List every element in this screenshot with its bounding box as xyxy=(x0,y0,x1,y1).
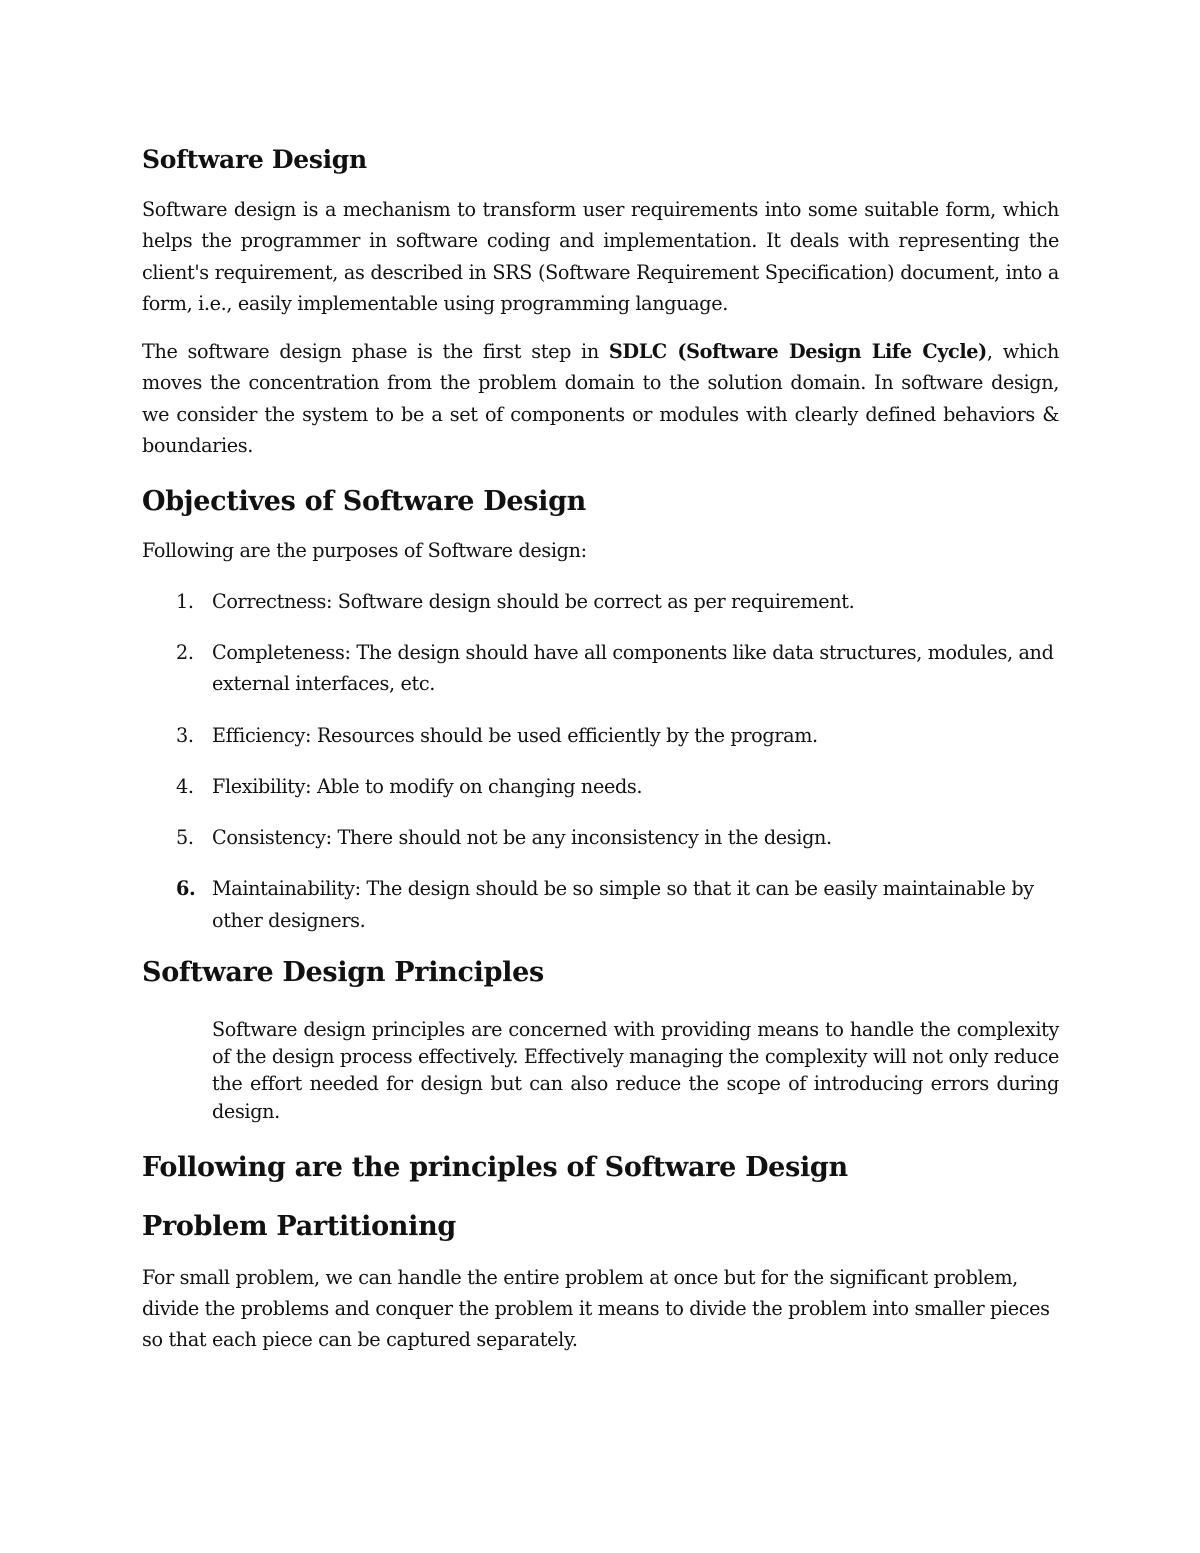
objectives-heading: Objectives of Software Design xyxy=(142,486,586,518)
objectives-lead: Following are the purposes of Software design: xyxy=(142,539,587,563)
intro-paragraph-2 xyxy=(142,336,1059,461)
list-item-text: Correctness: Software design should be correct as per requirement. xyxy=(212,589,855,613)
list-item xyxy=(142,771,1059,802)
principles-heading: Software Design Principles xyxy=(142,957,544,989)
list-item-text: Flexibility: Able to modify on changing needs. xyxy=(212,774,643,798)
document-page xyxy=(142,140,1059,1356)
intro-paragraph-2-before: The software design phase is the first step in xyxy=(142,340,609,364)
partitioning-heading: Problem Partitioning xyxy=(142,1210,456,1242)
following-principles-heading: Following are the principles of Software Design xyxy=(142,1151,848,1183)
list-item-number: 4. xyxy=(176,774,194,798)
list-item xyxy=(142,822,1059,853)
list-item-number: 6. xyxy=(176,877,196,901)
list-item xyxy=(142,720,1059,751)
list-item xyxy=(142,586,1059,617)
list-item-text: Efficiency: Resources should be used efficiently by the program. xyxy=(212,723,818,747)
list-item-text: Maintainability: The design should be so simple so that it can be easily maintainable by other designers. xyxy=(212,877,1034,932)
list-item-number: 1. xyxy=(176,589,194,613)
list-item-text: Completeness: The design should have all components like data structures, modules, and external interfaces, etc. xyxy=(212,640,1054,696)
list-item-text: Consistency: There should not be any inconsistency in the design. xyxy=(212,826,832,850)
page-title: Software Design xyxy=(142,145,367,174)
list-item-number: 2. xyxy=(176,640,194,664)
intro-paragraph-1: Software design is a mechanism to transform user requirements into some suitable form, which helps the programmer in software coding and implementation. It deals with representing the client's requirement, as described in SRS (Software Requirement Specification) document, into a form, i.e., easily implementable using programming language. xyxy=(142,198,1059,315)
list-item-number: 3. xyxy=(176,723,194,747)
list-item-number: 5. xyxy=(176,826,194,850)
objectives-list xyxy=(142,586,1059,936)
sdlc-term: SDLC (Software Design Life Cycle) xyxy=(608,340,987,364)
partitioning-paragraph: For small problem, we can handle the entire problem at once but for the significant problem, divide the problems and conquer the problem it means to divide the problem into smaller pieces so that each piece can be captured separately. xyxy=(142,1265,1050,1352)
list-item xyxy=(142,637,1059,700)
intro-paragraph-2-after: , which moves the concentration from the problem domain to the solution domain. In software design, we consider the system to be a set of components or modules with clearly defined behaviors & boundaries. xyxy=(142,340,1059,458)
list-item xyxy=(142,873,1059,936)
principles-description: Software design principles are concerned with providing means to handle the complexity of the design process effectively. Effectively managing the complexity will not only reduce the effort needed for design but can also reduce the scope of introducing errors during design. xyxy=(212,1018,1059,1123)
